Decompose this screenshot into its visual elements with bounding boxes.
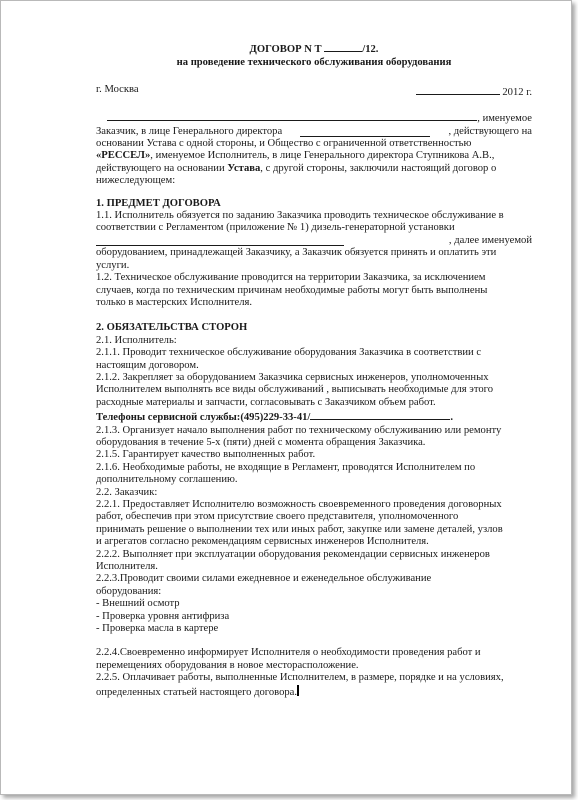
list-item: - Проверка масла в картере [96, 623, 219, 635]
customer-name-blank [107, 110, 477, 121]
service-phones: Телефоны сервисной службы:(495)229-33-41/ [96, 412, 311, 424]
city-date-row [96, 84, 532, 99]
intro-paragraph: , именуемое Заказчик, в лице Генерального директора , действующего на основании Устава с одной стороны, и Общество с ограниченной ответственностью «РЕССЕЛ», именуемое Исполнитель, в лице Генерального директора Ступникова А.В., действующего на основании Устава, с другой стороны, заключили настоящий договор о нижеследующем: [96, 110, 532, 187]
section1-body: 1.1. Исполнитель обязуется по заданию Заказчика проводить техническое обслуживание в соответствии с Регламентом (приложение № 1) дизель-генераторной установки , далее именуемой оборудованием, принадлежащей Заказчику, а Заказчик обязуется принять и оплатить эти услуги. 1.2. Техническое обслуживание проводится на территории Заказчика, за исключением случаев, когда по техническим причинам необходимые работы могут быть выполнены только в мастерских Исполнителя. [96, 210, 532, 308]
section1-heading: 1. ПРЕДМЕТ ДОГОВОРА [96, 197, 221, 209]
list-item: - Внешний осмотр [96, 598, 180, 610]
section2-body: 2.1. Исполнитель: 2.1.1. Проводит техническое обслуживание оборудования Заказчика в соответствии с настоящим договором. 2.1.2. Закрепляет за оборудованием Заказчика сервисных инженеров, уполномоченных Исполнителем выполнять все виды обслуживаний , выписывать необходимые для этого расходные материалы и запчасти, согласовывать с Заказчиком объем работ. Телефоны сервисной службы:(495)229-33-41/ . 2.1.3. Организует начало выполнения работ по техническому обслуживанию или ремонту оборудования в течение 5-х (пяти) дней с момента обращения Заказчика. 2.1.5. Гарантирует качество выполненных работ. 2.1.6. Необходимые работы, не входящие в Регламент, проводятся Исполнителем по дополнительному соглашению. 2.2. Заказчик: 2.2.1. Предоставляет Исполнителю возможность своевременного проведения договорных работ, обеспечив при этом присутствие своего представителя, уполномоченного принимать решение о выполнении тех или иных работ, закупке или замене деталей, узлов и агрегатов согласно рекомендациям сервисных инженеров Исполнителя. 2.2.2. Выполняет при эксплуатации оборудования рекомендации сервисных инженеров Исполнителя. 2.2.3.Проводит своими силами ежедневное и еженедельное обслуживание оборудования: - Внешний осмотр - Проверка уровня антифриза - Проверка масла в картере 2.2.4.Своевременно информирует Исполнителя о необходимости проведения работ и перемещениях оборудования в новое месторасположение. 2.2.5. Оплачивает работы, выполненные Исполнителем, в размере, порядке и на условиях, определенных статьей настоящего договора. [96, 335, 532, 699]
contract-subtitle: на проведение технического обслуживания оборудования [176, 57, 452, 69]
date: 2012 г. [416, 84, 532, 99]
text-cursor [297, 685, 299, 696]
date-blank [416, 84, 500, 95]
equipment-blank [96, 235, 344, 246]
director-name-blank [300, 126, 430, 137]
city: г. Москва [96, 83, 139, 95]
document-body [96, 41, 532, 699]
contract-title: ДОГОВОР N Т /12. [96, 41, 532, 56]
contract-number-blank [324, 41, 362, 52]
list-item: - Проверка уровня антифриза [96, 610, 230, 622]
phone-blank [310, 409, 450, 420]
section2-heading: 2. ОБЯЗАТЕЛЬСТВА СТОРОН [96, 322, 248, 334]
